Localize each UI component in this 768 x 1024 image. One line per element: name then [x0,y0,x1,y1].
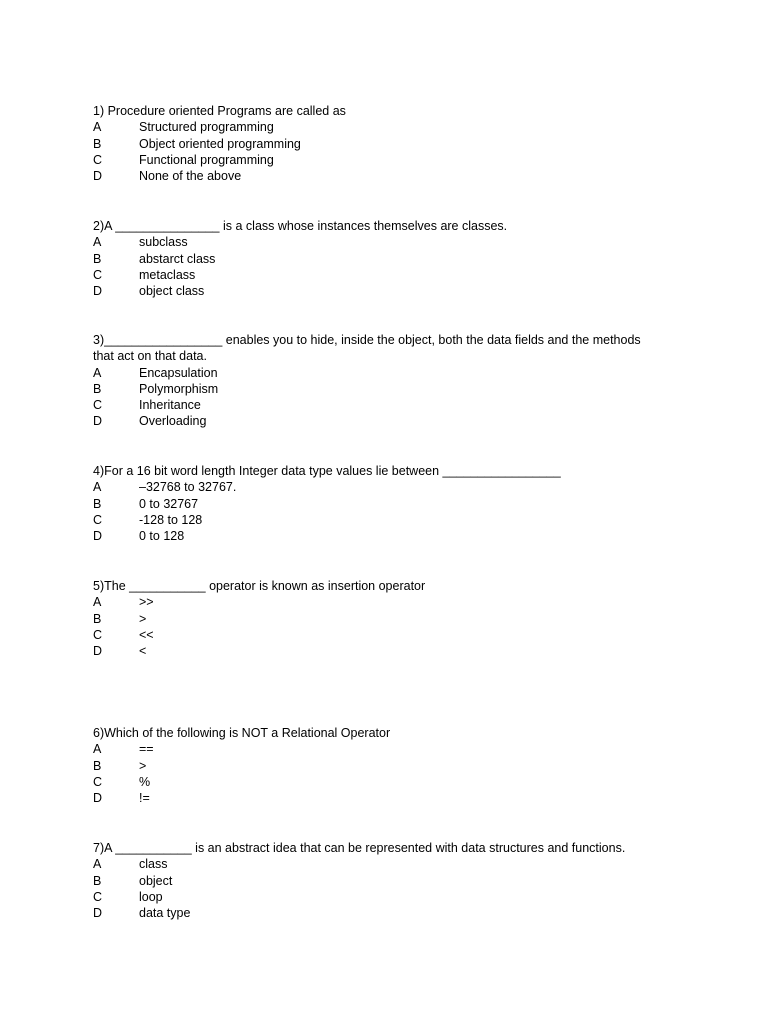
option-text: data type [139,906,191,921]
option-letter: B [93,496,102,511]
option-text: << [139,627,154,642]
option-d [93,283,663,299]
option-text: Encapsulation [139,365,218,380]
option-text: Object oriented programming [139,136,301,151]
option-text: Polymorphism [139,381,219,396]
question-text: 4)For a 16 bit word length Integer data type values lie between _________________ [93,464,561,478]
option-d [93,528,663,544]
option-text: Structured programming [139,120,274,135]
option-d [93,905,663,921]
option-c [93,889,663,905]
question-1 [93,103,663,184]
option-letter: B [93,873,102,888]
option-letter: C [93,889,103,904]
option-b [93,381,663,397]
option-text: Overloading [139,414,207,429]
option-d [93,643,663,659]
option-text: None of the above [139,169,242,184]
option-text: -128 to 128 [139,512,203,527]
question-6 [93,725,663,806]
option-text: class [139,857,168,872]
option-letter: D [93,791,103,806]
option-text: > [139,611,147,626]
option-text: object [139,873,173,888]
option-a [93,365,663,381]
question-4 [93,463,663,544]
option-text: 0 to 128 [139,529,185,544]
option-b [93,873,663,889]
option-letter: A [93,365,102,380]
option-letter: C [93,774,103,789]
option-letter: B [93,251,102,266]
option-text: object class [139,284,205,299]
option-c [93,627,663,643]
option-letter: C [93,267,103,282]
option-letter: B [93,381,102,396]
option-letter: D [93,529,103,544]
option-letter: B [93,136,102,151]
option-letter: A [93,857,102,872]
question-2 [93,218,663,299]
option-letter: D [93,906,103,921]
question-5 [93,578,663,659]
option-text: –32768 to 32767. [139,480,237,495]
question-text: 5)The ___________ operator is known as insertion operator [93,579,426,593]
option-letter: B [93,611,102,626]
option-text: subclass [139,235,188,250]
option-letter: D [93,414,103,429]
option-text: > [139,758,147,773]
option-c [93,267,663,283]
option-text: < [139,644,147,659]
option-letter: C [93,398,103,413]
option-letter: C [93,152,103,167]
option-a [93,479,663,495]
option-a [93,119,663,135]
option-text: != [139,791,150,806]
option-b [93,758,663,774]
option-text: loop [139,889,163,904]
option-text: == [139,742,154,757]
option-c [93,774,663,790]
option-letter: A [93,595,102,610]
option-a [93,234,663,250]
option-letter: C [93,627,103,642]
option-a [93,741,663,757]
question-text: 2)A _______________ is a class whose instances themselves are classes. [93,219,508,233]
option-letter: A [93,480,102,495]
option-letter: A [93,235,102,250]
option-letter: C [93,512,103,527]
option-letter: B [93,758,102,773]
option-text: abstarct class [139,251,216,266]
option-text: Inheritance [139,398,201,413]
option-b [93,136,663,152]
option-letter: A [93,742,102,757]
option-b [93,496,663,512]
option-letter: A [93,120,102,135]
question-text: 1) Procedure oriented Programs are called as [93,104,346,118]
option-d [93,168,663,184]
option-letter: D [93,644,103,659]
option-b [93,251,663,267]
option-text: % [139,774,151,789]
option-text: >> [139,595,154,610]
option-d [93,790,663,806]
option-d [93,413,663,429]
option-text: metaclass [139,267,196,282]
question-text: 3)_________________ enables you to hide, inside the object, both the data fields and the methods that act on that data. [93,333,645,364]
question-text: 7)A ___________ is an abstract idea that can be represented with data structures and functions. [93,841,626,855]
option-c [93,512,663,528]
option-a [93,594,663,610]
option-letter: D [93,284,103,299]
question-text: 6)Which of the following is NOT a Relational Operator [93,726,391,740]
option-text: Functional programming [139,152,274,167]
option-c [93,152,663,168]
option-b [93,611,663,627]
option-letter: D [93,169,103,184]
option-a [93,856,663,872]
option-c [93,397,663,413]
question-3 [93,332,663,430]
question-7 [93,840,663,921]
option-text: 0 to 32767 [139,496,199,511]
